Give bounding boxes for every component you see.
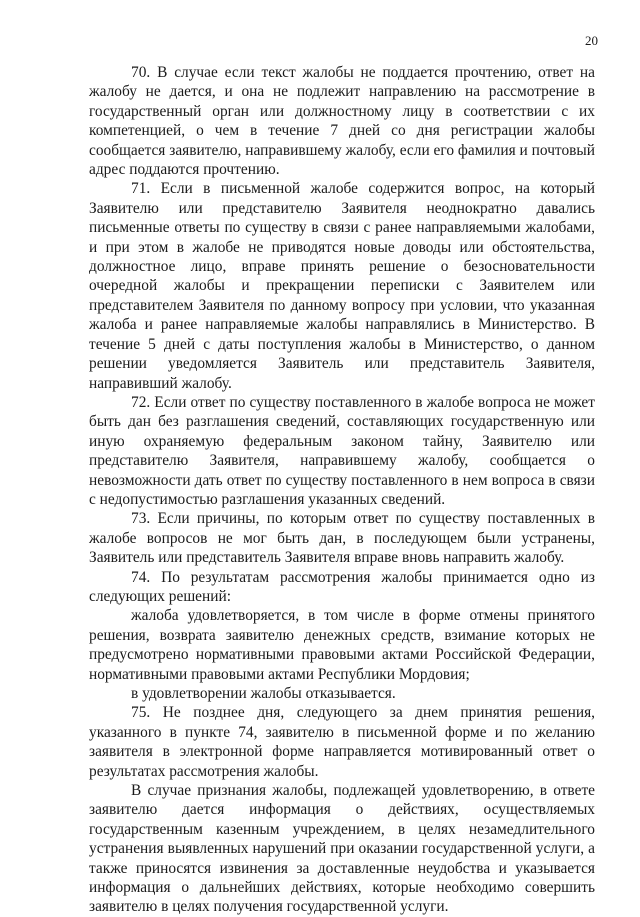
paragraph-74-decision-satisfied: жалоба удовлетворяется, в том числе в форме отмены принятого решения, возврата заявителю денежных средств, взимание которых не предусмотрено нормативными правовыми актами Российской Федерации, нормативными правовыми актами Республики Мордовия; xyxy=(89,607,595,683)
paragraph-72: 72. Если ответ по существу поставленного в жалобе вопроса не может быть дан без разглашения сведений, составляющих государственную или иную охраняемую федеральным законом тайну, Заявителю или представителю Заявителя, направившему жалобу, сообщается о невозможности дать ответ по существу поставленного в нем вопроса в связи с недопустимостью разглашения указанных сведений. xyxy=(89,393,595,508)
paragraph-75-response-info: В случае признания жалобы, подлежащей удовлетворению, в ответе заявителю дается информация о действиях, осуществляемых государственным казенным учреждением, в целях незамедлительного устранения выявленных нарушений при оказании государственной услуги, а также приносятся извинения за доставленные неудобства и указывается информация о дальнейших действиях, которые необходимо совершить заявителю в целях получения государственной услуги. xyxy=(89,782,595,916)
paragraph-74-decision-refused: в удовлетворении жалобы отказывается. xyxy=(131,685,396,702)
paragraph-73: 73. Если причины, по которым ответ по существу поставленных в жалобе вопросов не мог быть дан, в последующем были устранены, Заявитель или представитель Заявителя вправе вновь направить жалобу. xyxy=(89,510,595,567)
document-body xyxy=(89,63,595,917)
paragraph-75: 75. Не позднее дня, следующего за днем принятия решения, указанного в пункте 74, заявителю в письменной форме и по желанию заявителя в электронной форме направляется мотивированный ответ о результатах рассмотрения жалобы. xyxy=(89,704,595,780)
paragraph-71: 71. Если в письменной жалобе содержится вопрос, на который Заявителю или представителю Заявителя неоднократно давались письменные ответы по существу в связи с ранее направляемыми жалобами, и при этом в жалобе не приводятся новые доводы или обстоятельства, должностное лицо, вправе принять решение о безосновательности очередной жалобы и прекращении переписки с Заявителем или представителем Заявителя по данному вопросу при условии, что указанная жалоба и ранее направляемые жалобы направлялись в Министерство. В течение 5 дней с даты поступления жалобы в Министерство, о данном решении уведомляется Заявитель или представитель Заявителя, направивший жалобу. xyxy=(89,180,595,392)
paragraph-70: 70. В случае если текст жалобы не поддается прочтению, ответ на жалобу не дается, и она не подлежит направлению на рассмотрение в государственный орган или должностному лицу в соответствии с их компетенцией, о чем в течение 7 дней со дня регистрации жалобы сообщается заявителю, направившему жалобу, если его фамилия и почтовый адрес поддаются прочтению. xyxy=(89,64,595,179)
paragraph-74: 74. По результатам рассмотрения жалобы принимается одно из следующих решений: xyxy=(89,568,595,605)
page-number: 20 xyxy=(585,33,598,48)
